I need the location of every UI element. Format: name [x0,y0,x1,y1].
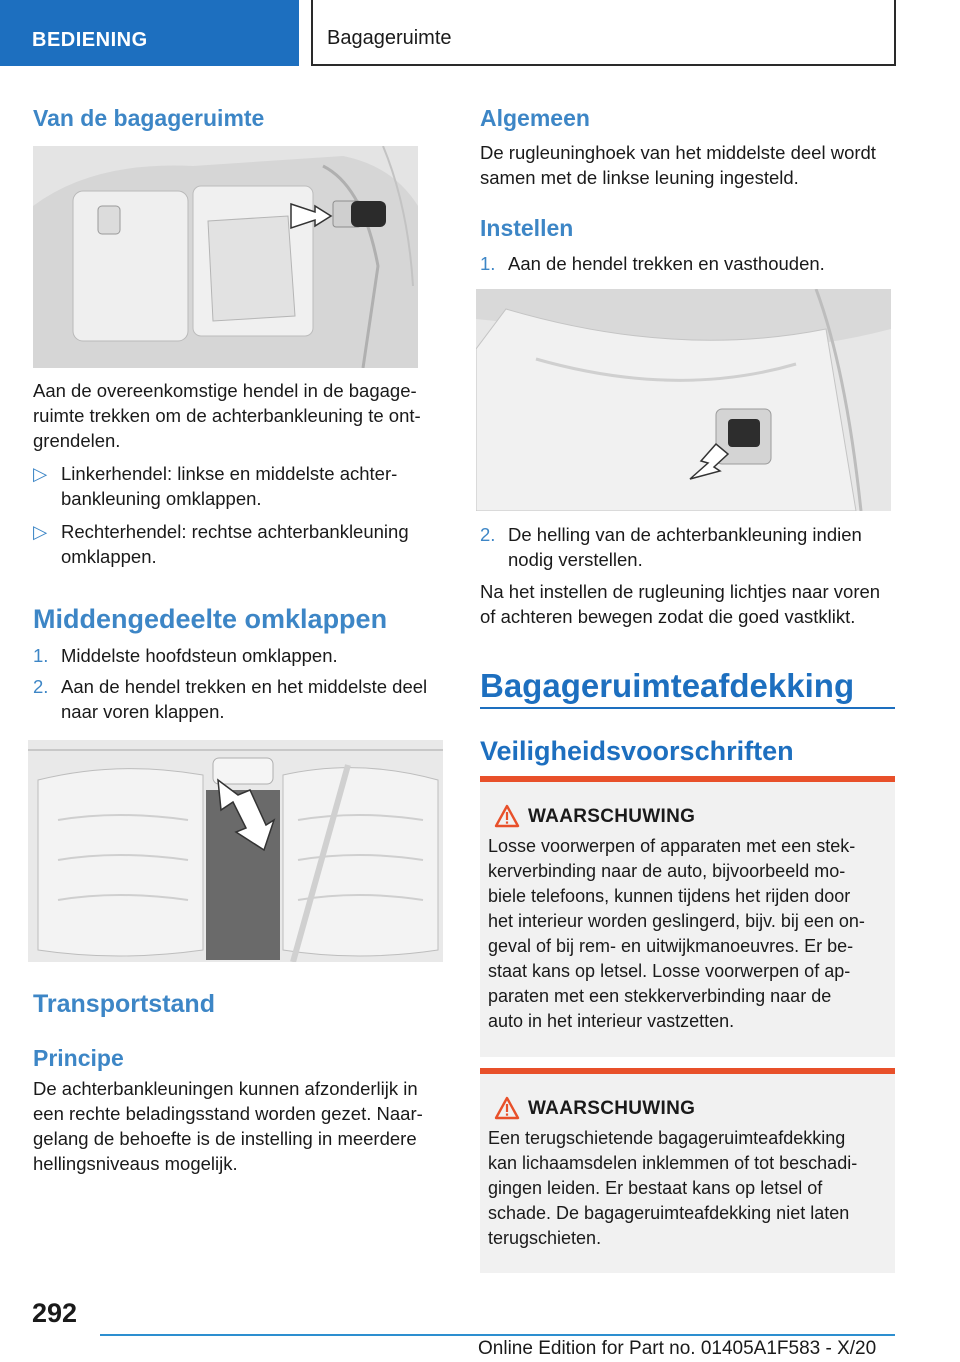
warning-text [488,1126,887,1251]
warning-text [488,834,887,1034]
footer-edition: Online Edition for Part no. 01405A1F583 - X/20 [478,1338,877,1359]
page-header [311,0,896,66]
section-tab [0,0,299,66]
text-line: geval of bij rem- en uitwijkmanoeuvres. Er be- [488,936,854,956]
text-line: grendelen. [33,430,121,451]
text-line: schade. De bagageruimteafdekking niet laten [488,1203,850,1223]
text-line: kan lichaamsdelen inklemmen of tot beschadi- [488,1153,858,1173]
page-number: 292 [32,1298,78,1328]
steps-list [33,643,443,724]
heading-principe: Principe [33,1045,124,1071]
text-line: Losse voorwerpen of apparaten met een stek- [488,836,856,856]
paragraph-na-het-instellen [480,579,895,629]
warning-title-text: WAARSCHUWING [528,806,696,827]
heading-underline [480,707,895,709]
text-line: kerverbinding naar de auto, bijvoorbeeld mo- [488,861,846,881]
text-line: De rugleuninghoek van het middelste deel wordt [480,142,876,163]
text-line: Aan de hendel trekken en het middelste deel [61,676,428,697]
illustration-trunk-lever [33,146,418,368]
text-line: Na het instellen de rugleuning lichtjes naar voren [480,581,881,602]
heading-transportstand: Transportstand [33,990,215,1018]
warning-title [488,804,887,830]
text-line: gingen leiden. Er bestaat kans op letsel of [488,1178,823,1198]
section-label: BEDIENING [32,29,148,51]
text-line: De helling van de achterbankleuning indien [508,524,862,545]
step-number: 1. [480,253,496,274]
text-line: auto in het interieur vastzetten. [488,1011,735,1031]
heading-van-de-bagageruimte: Van de bagageruimte [33,105,265,131]
warning-triangle-icon [494,804,520,828]
illustration-backrest-lever [476,289,891,511]
text-line: bankleuning omklappen. [61,488,262,509]
text-line: samen met de linkse leuning ingesteld. [480,167,799,188]
paragraph-algemeen [480,140,895,190]
text-line: Aan de overeenkomstige hendel in de bagage- [33,380,417,401]
text-line: De achterbankleuningen kunnen afzonderlijk in [33,1078,418,1099]
text-line: Een terugschietende bagageruimteafdekking [488,1128,846,1148]
step-2 [480,522,895,572]
list-item [33,674,443,724]
heading-instellen: Instellen [480,215,574,241]
bullet-list [33,461,443,569]
text-line: paraten met een stekkerverbinding naar de [488,986,832,1006]
heading-bagageruimteafdekking: Bagageruimteafdekking [480,667,855,704]
paragraph-principe [33,1076,443,1176]
text-line: het interieur worden geslingerd, bijv. bij een on- [488,911,865,931]
text-line: terugschieten. [488,1228,602,1248]
text-line: Rechterhendel: rechtse achterbankleuning [61,521,409,542]
text-line: een rechte beladingsstand worden gezet. Naar- [33,1103,423,1124]
illustration-rear-seat-middle [28,740,443,962]
list-item [480,522,895,572]
text-line: Linkerhendel: linkse en middelste achter- [61,463,398,484]
list-item [33,461,443,511]
text-line: staat kans op letsel. Losse voorwerpen of ap- [488,961,851,981]
page-title: Bagageruimte [327,27,452,49]
text-line: nodig verstellen. [508,549,643,570]
text-line: hellingsniveaus mogelijk. [33,1153,238,1174]
text-line: gelang de behoefte is de instelling in meerdere [33,1128,417,1149]
list-item [33,519,443,569]
footer-rule [100,1334,895,1336]
text-line: naar voren klappen. [61,701,225,722]
warning-title [488,1096,887,1122]
warning-box-1 [480,776,895,1057]
text-line: Aan de hendel trekken en vasthouden. [508,253,825,274]
text-line: biele telefoons, kunnen tijdens het rijden door [488,886,851,906]
triangle-bullet-icon: ▷ [33,463,48,484]
triangle-bullet-icon: ▷ [33,521,48,542]
paragraph-van-de-bagageruimte [33,378,443,453]
text-line: Middelste hoofdsteun omklappen. [61,645,338,666]
list-item [480,251,895,276]
text-line: ruimte trekken om de achterbankleuning te ont- [33,405,421,426]
warning-title-text: WAARSCHUWING [528,1098,696,1119]
heading-algemeen: Algemeen [480,105,590,131]
text-line: omklappen. [61,546,157,567]
step-number: 1. [33,645,49,666]
step-number: 2. [33,676,49,697]
step-1 [480,251,895,276]
heading-veiligheidsvoorschriften: Veiligheidsvoorschriften [480,736,794,766]
warning-triangle-icon [494,1096,520,1120]
warning-box-2 [480,1068,895,1273]
step-number: 2. [480,524,496,545]
text-line: of achteren bewegen zodat die goed vastklikt. [480,606,856,627]
list-item [33,643,443,668]
heading-middengedeelte: Middengedeelte omklappen [33,604,388,634]
